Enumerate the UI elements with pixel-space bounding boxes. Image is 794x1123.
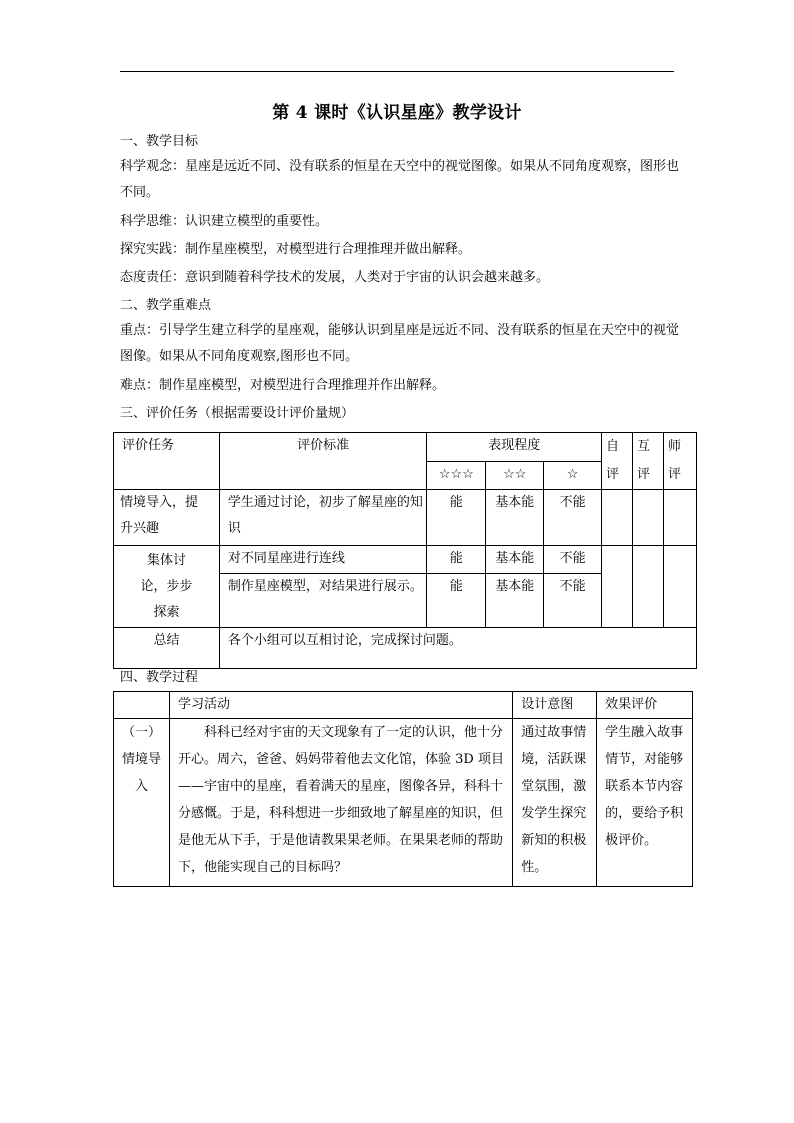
body-text [120,130,680,426]
level-1-cell: 不能 [544,490,602,546]
evaluation-table [113,432,697,669]
level-1-cell: 不能 [544,574,602,628]
header-teacher: 师评 [663,433,696,490]
header-self: 自评 [602,433,633,490]
level-2-cell: 基本能 [486,574,544,628]
goal-attitude: 态度责任：意识到随着科学技术的发展，人类对于宇宙的认识会越来越多。 [120,270,550,285]
header-task: 评价任务 [114,433,220,490]
level-3-cell: 能 [427,490,486,546]
process-heading: 四、教学过程 [120,670,199,685]
goals-heading: 一、教学目标 [120,134,199,149]
level-1-cell: 不能 [544,546,602,574]
criteria-cell: 制作星座模型，对结果进行展示。 [219,574,426,628]
self-eval-cell [602,490,633,546]
summary-text: 各个小组可以互相讨论，完成探讨问题。 [219,628,696,669]
header-intent: 设计意图 [513,692,597,719]
intent-cell: 通过故事情境，活跃课堂氛围，激发学生探究新知的积极性。 [513,719,597,887]
goal-science-concept: 科学观念：星座是远近不同、没有联系的恒星在天空中的视觉图像。如果从不同角度观察，图形也不同。 [120,159,680,200]
key-heading: 二、教学重难点 [120,298,212,313]
header-eval: 效果评价 [597,692,693,719]
header-stars-2: ☆☆ [486,461,544,490]
activity-cell: 科科已经对宇宙的天文现象有了一定的认识，他十分开心。周六，爸爸、妈妈带着他去文化馆，体验 3D 项目——宇宙中的星座，看着满天的星座，图像各异，科科十分感慨。于是，科科想进一步细致地了解星座的知识，但是他无从下手，于是他请教果果老师。在果果老师的帮助下，他能实现自己的目标吗？ [169,719,512,887]
peer-eval-cell [633,546,664,628]
peer-eval-cell [633,490,664,546]
header-peer: 互评 [633,433,664,490]
header-level: 表现程度 [427,433,602,462]
level-3-cell: 能 [427,546,486,574]
task-cell: 集体讨论，步步探索 [114,546,220,628]
difficult-point: 难点：制作星座模型，对模型进行合理推理并作出解释。 [120,378,446,393]
summary-label: 总结 [114,628,220,669]
criteria-cell: 对不同星座进行连线 [219,546,426,574]
level-2-cell: 基本能 [486,490,544,546]
document-title: 第 4 课时《认识星座》教学设计 [272,103,522,123]
task-cell: 情境导入，提升兴趣 [114,490,220,546]
self-eval-cell [602,546,633,628]
level-3-cell: 能 [427,574,486,628]
effect-eval-cell: 学生融入故事情节，对能够联系本节内容的，要给予积极评价。 [597,719,693,887]
eval-heading: 三、评价任务（根据需要设计评价量规） [120,406,355,421]
key-point: 重点：引导学生建立科学的星座观，能够认识到星座是远近不同、没有联系的恒星在天空中的视觉图像。如果从不同角度观察,图形也不同。 [120,323,680,364]
summary-row [114,628,697,669]
stage-cell: （一）情境导入 [114,719,170,887]
teacher-eval-cell [663,490,696,546]
header-rule [120,71,674,72]
goal-science-thinking: 科学思维：认识建立模型的重要性。 [120,214,329,229]
header-stage [114,692,170,719]
header-criteria: 评价标准 [219,433,426,490]
table-row [114,490,697,546]
header-activity: 学习活动 [169,692,512,719]
level-2-cell: 基本能 [486,546,544,574]
header-stars-1: ☆ [544,461,602,490]
header-stars-3: ☆☆☆ [427,461,486,490]
teacher-eval-cell [663,546,696,628]
criteria-cell: 学生通过讨论，初步了解星座的知识 [219,490,426,546]
table-row [114,546,697,574]
table-row [114,719,693,887]
process-table [113,691,693,887]
goal-inquiry: 探究实践：制作星座模型，对模型进行合理推理并做出解释。 [120,242,472,257]
